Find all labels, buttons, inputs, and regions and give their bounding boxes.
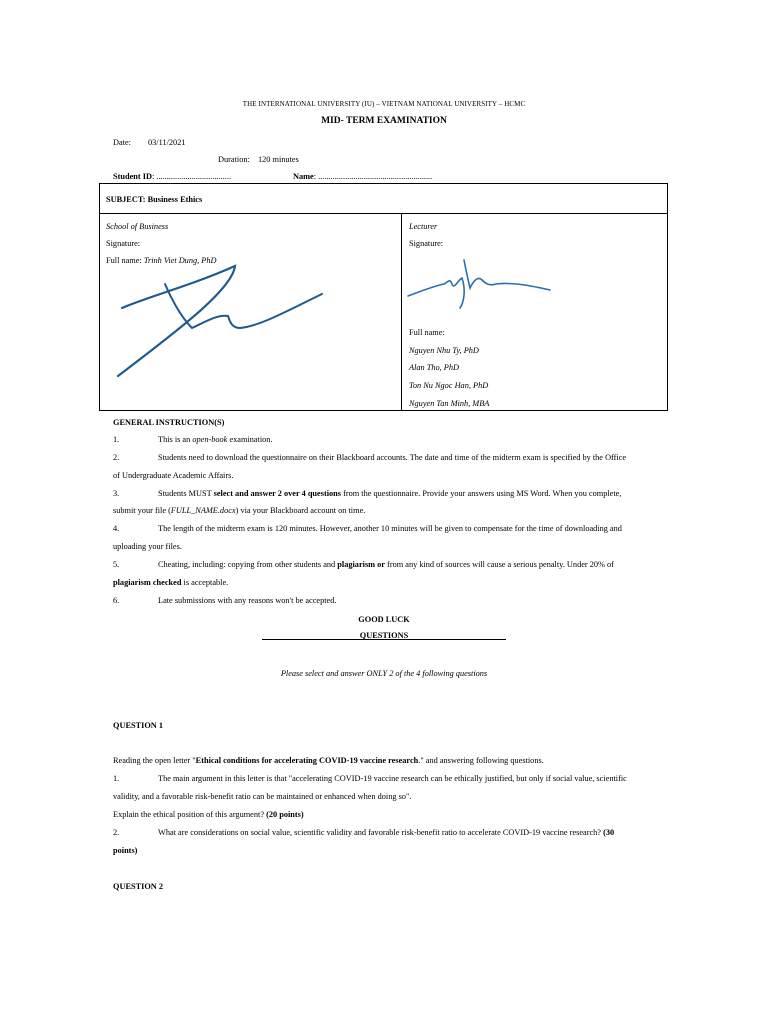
table-divider <box>401 213 402 411</box>
good-luck: GOOD LUCK <box>358 615 410 624</box>
question1-intro-a: Reading the open letter " <box>113 756 196 765</box>
q1-item2-points: (30 <box>603 828 615 837</box>
duration-label: Duration: <box>218 155 250 164</box>
name-row <box>293 172 432 181</box>
instruction-1-num: 1. <box>113 435 120 444</box>
university-header: THE INTERNATIONAL UNIVERSITY (IU) – VIETNAM NATIONAL UNIVERSITY – HCMC <box>242 100 526 108</box>
instruction-1-b: open-book <box>192 435 228 444</box>
instruction-5-b: plagiarism or <box>337 560 385 569</box>
lecturer-role: Lecturer <box>409 222 438 231</box>
question1-intro-b: Ethical conditions for accelerating COVID-19 vaccine research <box>195 756 419 765</box>
student-id-label: Student ID <box>113 172 152 181</box>
instruction-5-line2a: plagiarism checked <box>113 578 182 587</box>
instruction-5-a: Cheating, including: copying from other students and <box>158 560 338 569</box>
lecturer-3: Ton Nu Ngoc Han, PhD <box>409 381 489 390</box>
instruction-2-line1: Students need to download the questionnaire on their Blackboard accounts. The date and time of the midterm exam is specified by the Office <box>158 453 627 462</box>
instruction-2-line2: of Undergraduate Academic Affairs. <box>113 471 234 480</box>
left-fullname-value: Trinh Viet Dung, PhD <box>143 256 217 265</box>
instruction-4-num: 4. <box>113 524 120 533</box>
q1-item1-line1: The main argument in this letter is that "accelerating COVID-19 vaccine research can be ethically justified, but only if social value, scientific <box>158 774 627 783</box>
instruction-5-line1 <box>158 560 614 569</box>
question1-intro <box>113 756 544 765</box>
instruction-1 <box>158 435 273 444</box>
instruction-4-line1: The length of the midterm exam is 120 minutes. However, another 10 minutes will be given to compensate for the time of downloading and <box>158 524 622 533</box>
subject-label: SUBJECT <box>106 195 143 204</box>
instruction-3-line1 <box>158 489 621 498</box>
q1-item1-num: 1. <box>113 774 120 783</box>
instruction-4-line2: uploading your files. <box>113 542 182 551</box>
date-value: 03/11/2021 <box>148 138 186 147</box>
q1-item1-line3 <box>113 810 304 819</box>
instruction-2-num: 2. <box>113 453 120 462</box>
q1-item1-line2: validity, and a favorable risk-benefit ratio can be maintained or enhanced when doing so". <box>113 792 412 801</box>
left-signature-label: Signature: <box>106 239 141 248</box>
select-note: Please select and answer ONLY 2 of the 4 following questions <box>280 669 488 678</box>
questions-heading: QUESTIONS <box>359 631 409 640</box>
instruction-3-line2 <box>113 506 365 515</box>
instruction-6-line1: Late submissions with any reasons won't be accepted. <box>158 596 337 605</box>
left-fullname-label: Full name: <box>106 256 142 265</box>
right-fullname-label: Full name: <box>409 328 445 337</box>
question2-heading: QUESTION 2 <box>113 882 164 891</box>
subject-row <box>106 195 202 204</box>
instruction-5-c: from any kind of sources will cause a serious penalty. Under 20% of <box>384 560 614 569</box>
date-label: Date: <box>113 138 131 147</box>
q1-item1-line3a: Explain the ethical position of this argument? <box>113 810 267 819</box>
student-id-dots: : .................................... <box>151 172 232 181</box>
q1-item2-line1a: What are considerations on social value, scientific validity and favorable risk-benefit ratio to accelerate COVID-19 vaccine research? <box>158 828 604 837</box>
question1-heading: QUESTION 1 <box>113 721 164 730</box>
instruction-1-a: This is an <box>158 435 193 444</box>
instruction-3-line2c: ) via your Blackboard account on time. <box>235 506 366 515</box>
instruction-3-line2b: FULL_NAME.docx <box>170 506 236 515</box>
lecturer-signature <box>404 250 554 310</box>
instruction-3-a: Students MUST <box>158 489 214 498</box>
right-signature-label: Signature: <box>409 239 444 248</box>
exam-title: MID- TERM EXAMINATION <box>321 116 447 126</box>
school-name: School of Business <box>106 222 169 231</box>
question1-intro-c: ." and answering following questions. <box>418 756 544 765</box>
q1-item2-line1 <box>158 828 614 837</box>
lecturer-2: Alan Tho, PhD <box>409 363 460 372</box>
student-id-row <box>113 172 231 181</box>
instruction-3-c: from the questionnaire. Provide your answers using MS Word. When you complete, <box>341 489 622 498</box>
name-label: Name <box>293 172 314 181</box>
instruction-6-num: 6. <box>113 596 120 605</box>
lecturer-4: Nguyen Tan Minh, MBA <box>409 399 490 408</box>
instruction-3-b: select and answer 2 over 4 questions <box>213 489 342 498</box>
instruction-3-line2a: submit your file ( <box>113 506 171 515</box>
instructions-heading: GENERAL INSTRUCTION(S) <box>113 418 225 427</box>
lecturer-1: Nguyen Nhu Ty, PhD <box>409 346 479 355</box>
instruction-3-num: 3. <box>113 489 120 498</box>
duration-value: 120 minutes <box>258 155 299 164</box>
q1-item2-line2: points) <box>113 846 138 855</box>
subject-value: : Business Ethics <box>142 195 203 204</box>
dean-signature <box>110 256 330 386</box>
instruction-5-num: 5. <box>113 560 120 569</box>
instruction-1-c: examination. <box>227 435 273 444</box>
instruction-5-line2 <box>113 578 228 587</box>
q1-item1-points: (20 points) <box>266 810 304 819</box>
q1-item2-num: 2. <box>113 828 120 837</box>
instruction-5-line2b: is acceptable. <box>181 578 229 587</box>
name-dots: : ....................................................... <box>313 172 433 181</box>
